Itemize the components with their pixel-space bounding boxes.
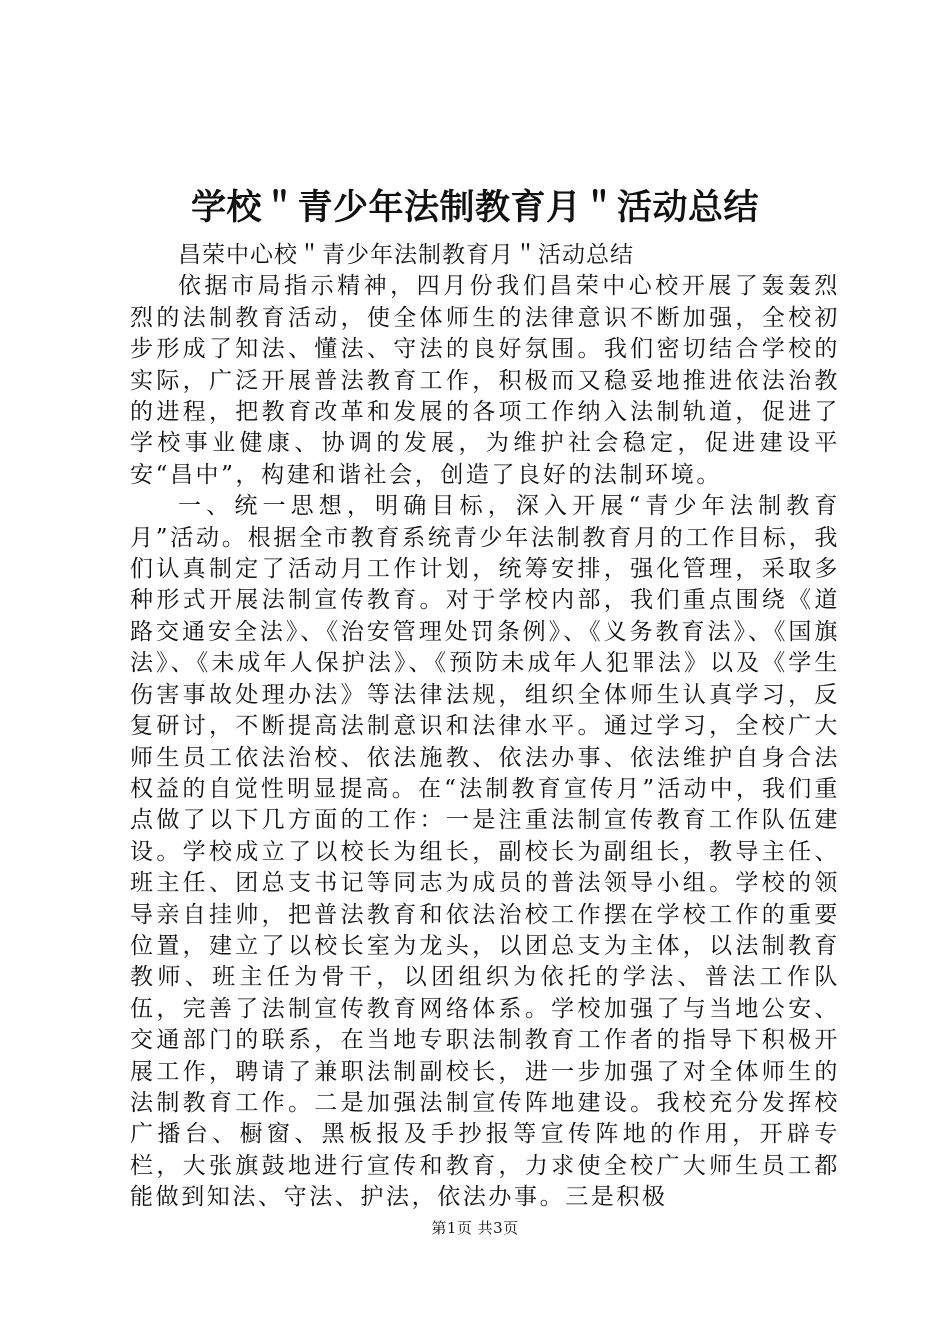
document-subtitle: 昌荣中心校＂青少年法制教育月＂活动总结 bbox=[178, 242, 634, 268]
paragraph-intro: 依据市局指示精神，四月份我们昌荣中心校开展了轰轰烈烈的法制教育活动，使全体师生的法律意识不断加强，全校初步形成了知法、懂法、守法的良好氛围。我们密切结合学校的实际，广泛开展普法教育工作，积极而又稳妥地推进依法治教的进程，把教育改革和发展的各项工作纳入法制轨道，促进了学校事业健康、协调的发展，为维护社会稳定，促进建设平安“昌中”，构建和谐社会，创造了良好的法制环境。 bbox=[130, 273, 840, 488]
page-footer: 第1页 共3页 bbox=[431, 1219, 519, 1237]
document-title: 学校＂青少年法制教育月＂活动总结 bbox=[190, 187, 759, 228]
document-body bbox=[130, 240, 840, 1214]
paragraph-section-one: 一、统一思想，明确目标，深入开展“青少年法制教育月”活动。根据全市教育系统青少年法制教育月的工作目标，我们认真制定了活动月工作计划，统筹安排，强化管理，采取多种形式开展法制宣传教育。对于学校内部，我们重点围绕《道路交通安全法》、《治安管理处罚条例》、《义务教育法》、《国旗法》、《未成年人保护法》、《预防未成年人犯罪法》以及《学生伤害事故处理办法》等法律法规，组织全体师生认真学习，反复研讨，不断提高法制意识和法律水平。通过学习，全校广大师生员工依法治校、依法施教、依法办事、依法维护自身合法权益的自觉性明显提高。在“法制教育宣传月”活动中，我们重点做了以下几方面的工作：一是注重法制宣传教育工作队伍建设。学校成立了以校长为组长，副校长为副组长，教导主任、班主任、团总支书记等同志为成员的普法领导小组。学校的领导亲自挂帅，把普法教育和依法治校工作摆在学校工作的重要位置，建立了以校长室为龙头，以团总支为主体，以法制教育教师、班主任为骨干，以团组织为依托的学法、普法工作队伍，完善了法制宣传教育网络体系。学校加强了与当地公安、交通部门的联系，在当地专职法制教育工作者的指导下积极开展工作，聘请了兼职法制副校长，进一步加强了对全体师生的法制教育工作。二是加强法制宣传阵地建设。我校充分发挥校广播台、橱窗、黑板报及手抄报等宣传阵地的作用，开辟专栏，大张旗鼓地进行宣传和教育，力求使全校广大师生员工都能做到知法、守法、护法，依法办事。三是积极 bbox=[130, 493, 840, 1211]
